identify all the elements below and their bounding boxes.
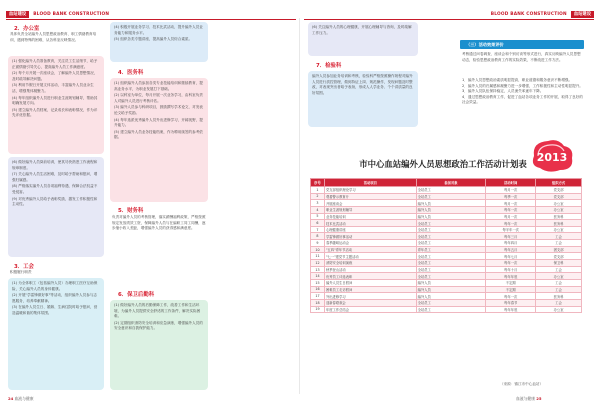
table-header-cell: 组织方式 xyxy=(536,179,582,187)
table-row xyxy=(311,299,582,306)
table-cell: 编外人员 xyxy=(416,279,486,286)
section-tag: 血站建设 xyxy=(6,11,29,18)
activity-plan-table xyxy=(310,178,582,313)
table-cell: 工会 xyxy=(536,240,582,247)
section-heading: 2．办公室 xyxy=(14,26,40,32)
info-box xyxy=(110,78,208,202)
table-cell: 开展座谈会 xyxy=(324,200,416,207)
table-cell: 团支部 xyxy=(536,246,582,253)
section-heading: 5．财务科 xyxy=(118,208,144,214)
table-row xyxy=(311,279,582,286)
section-intro: 具体负责全站编外人员思想政治教育、职工情绪教育培训，遇到特殊的困难，从各科室反映情况。 xyxy=(10,32,97,42)
table-cell: 每年十月 xyxy=(486,266,536,273)
box-paragraph: (2) 定期组织消防安全培训和应急演练，增强编外人员的安全意识和自我保护能力。 xyxy=(114,320,203,331)
page-spine xyxy=(299,18,300,394)
section-english: BLOOD BANK CONSTRUCTION xyxy=(33,11,110,17)
table-cell: 工会 xyxy=(536,266,582,273)
section-heading: 6．保卫后勤科 xyxy=(118,292,155,298)
table-row xyxy=(311,293,582,300)
table-cell: 党支部组织理论学习 xyxy=(324,187,416,194)
year-logo-icon xyxy=(528,136,576,176)
list-item: 1．编外人员思想政治素质明显提高，职业道德和服务意识不断增强。 xyxy=(462,78,573,82)
evaluation-list xyxy=(462,78,584,106)
table-cell: 编外人员 xyxy=(416,286,486,293)
table-cell: 编外人员 xyxy=(416,206,486,213)
table-row xyxy=(311,260,582,267)
section-heading: 3．工会 xyxy=(14,264,34,270)
box-paragraph: (1) 组织编外人员参加各类专业技能培训和继续教育，提高业务水平，为职业发展打下基础。 xyxy=(114,81,203,91)
table-cell: 青年员工 xyxy=(416,246,486,253)
box-paragraph: (3) 在编外人员生日、婚嫁、生病住院时给予慰问，营造温暖和谐的集体氛围。 xyxy=(12,305,98,315)
box-paragraph: (6) 关注编外人员的心理健康，开展心理辅导与咨询，及时疏解工作压力。 xyxy=(312,25,412,35)
box-paragraph: 编外人员参加业务培训和考核，检验科严格按照操作规程对编外人员进行质控管理，做到持证上岗、规范操作，发现问题及时整改，对表现突出者给予表扬，形成人人学业务、个个讲质量的良好氛围。 xyxy=(312,74,413,95)
table-title: 市中心血站编外人员思想政治工作活动计划表 xyxy=(359,159,527,169)
box-paragraph: (9) 对优秀编外人员给予表彰奖励，激发工作积极性和主动性。 xyxy=(12,196,98,207)
table-cell: 每季一次 xyxy=(486,193,536,200)
table-cell: 春季趣味运动会 xyxy=(324,240,416,247)
header-rule xyxy=(6,19,296,20)
table-cell: 消防安全培训演练 xyxy=(324,260,416,267)
table-cell: 17 xyxy=(311,293,325,300)
table-cell: 全站员工 xyxy=(416,299,486,306)
table-cell: 5 xyxy=(311,213,325,220)
table-cell: 保卫科 xyxy=(536,260,582,267)
table-cell: 4 xyxy=(311,206,325,213)
table-row xyxy=(311,226,582,233)
table-row xyxy=(311,306,582,313)
table-cell: 每年一次 xyxy=(486,220,536,227)
table-row xyxy=(311,253,582,260)
box-paragraph: (6) 做好编外人员岗前培训，使其尽快熟悉工作流程和规章制度。 xyxy=(12,160,98,170)
table-cell: 每年一次 xyxy=(486,206,536,213)
table-cell: 医务科 xyxy=(536,213,582,220)
evaluation-intro: 考核通过问卷调查、座谈会和个别访谈等形式进行，真实反映编外人员思想动态，检验思想政治教育工作的实际效果，不断改进工作方法。 xyxy=(462,52,581,62)
table-cell: 党支部 xyxy=(536,253,582,260)
table-cell: 8 xyxy=(311,233,325,240)
section-heading: 7．检验科 xyxy=(316,63,342,69)
section-english: BLOOD BANK CONSTRUCTION xyxy=(490,11,567,17)
list-item: 3．编外人员队伍保持稳定，人员流失率逐年下降。 xyxy=(462,89,544,94)
table-row xyxy=(311,286,582,293)
table-cell: 全站员工 xyxy=(416,233,486,240)
left-page-header xyxy=(6,10,296,18)
table-cell: 每月一次 xyxy=(486,200,536,207)
box-paragraph: (1) 做好编外人员的后勤保障工作，改善工作和生活环境，为编外人员提供安全舒适的工作条件，解决实际困难。 xyxy=(114,303,201,319)
table-cell: 全站员工 xyxy=(416,253,486,260)
table-cell: 办公室 xyxy=(536,206,582,213)
table-cell: 办公室 xyxy=(536,273,582,280)
table-cell: 每年三月 xyxy=(486,233,536,240)
table-cell: 编外人员 xyxy=(416,293,486,300)
table-cell: 不定期 xyxy=(486,279,536,286)
box-paragraph: (4) 每年选派优秀编外人员外出进修学习，开阔视野，提升能力。 xyxy=(114,117,203,128)
table-cell: 全站员工 xyxy=(416,226,486,233)
right-footer xyxy=(516,396,542,402)
table-cell: 13 xyxy=(311,266,325,273)
box-paragraph: (3) 利用节假日开展文体活动，丰富编外人员业余生活，增强集体凝聚力。 xyxy=(12,83,94,93)
header-rule xyxy=(304,19,594,20)
table-row xyxy=(311,246,582,253)
section-intro: 积极履行职责 xyxy=(10,270,32,274)
table-cell: 编外人员生日慰问 xyxy=(324,279,416,286)
table-cell: 办公室 xyxy=(536,226,582,233)
evaluation-banner: （三）活动效果评价 xyxy=(460,40,584,49)
info-box xyxy=(110,22,208,62)
table-cell: 业务技能培训 xyxy=(324,213,416,220)
table-cell: 18 xyxy=(311,299,325,306)
box-paragraph: (1) 强化编外人员准备教育，关注员工生活细节，给予正面情绪引导关心，提高编外人员工作满意度。 xyxy=(12,59,98,69)
table-cell: 全站员工 xyxy=(416,193,486,200)
table-cell: 外出进修学习 xyxy=(324,293,416,300)
table-cell: 每年一次 xyxy=(486,293,536,300)
info-box xyxy=(8,56,104,154)
table-row xyxy=(311,220,582,227)
table-row xyxy=(311,213,582,220)
box-paragraph: (8) 严格落实编外人员各项福利待遇，保障合法权益不受侵害。 xyxy=(12,184,98,194)
table-cell: 医务科 xyxy=(536,293,582,300)
table-cell: 医务科 xyxy=(536,220,582,227)
table-cell: 心理健康讲座 xyxy=(324,226,416,233)
table-body xyxy=(311,187,582,313)
box-paragraph: (2) 以科室为单位，每月开展一次业务学习，由科室负责人对编外人员进行考核评估。 xyxy=(114,93,203,103)
box-paragraph: (4) 每年组织编外人员进行职业生涯规划辅导，帮助其明确发展方向。 xyxy=(12,95,98,106)
table-cell: 3 xyxy=(311,200,325,207)
table-cell: 工会 xyxy=(536,286,582,293)
table-cell: 2 xyxy=(311,193,325,200)
box-paragraph: (4) 积极开展业务学习、技术比武活动，提升编外人员业务能力和服务水平。 xyxy=(114,25,203,35)
right-page-header xyxy=(304,10,594,18)
logo-year: 2013 xyxy=(536,151,568,164)
table-cell: 观看警示教育片 xyxy=(324,193,416,200)
table-cell: 迎新春联欢会 xyxy=(324,299,416,306)
table-cell: 技术比武活动 xyxy=(324,220,416,227)
table-cell: 全站员工 xyxy=(416,187,486,194)
table-cell: 10 xyxy=(311,246,325,253)
table-header-cell: 序号 xyxy=(311,179,325,187)
table-source: （来源：镇江市中心血站） xyxy=(500,382,544,386)
table-cell: 工会 xyxy=(536,233,582,240)
table-header-row xyxy=(311,179,582,187)
table-cell: 秋季登山活动 xyxy=(324,266,416,273)
table-cell: 19 xyxy=(311,306,325,313)
table-cell: 全站员工 xyxy=(416,220,486,227)
table-cell: 14 xyxy=(311,273,325,280)
table-cell: 12 xyxy=(311,260,325,267)
page-number: 25 xyxy=(536,396,542,401)
box-paragraph: (5) 组织各类专题讲座，提高编外人员综合素质。 xyxy=(114,37,193,42)
box-paragraph: (2) 开展"学雷锋做好事"等活动，组织编外人员参与志愿服务，培养奉献精神。 xyxy=(12,293,98,303)
list-item: 2．编外人员的归属感和凝聚力进一步增强，工作积极性和主动性明显提升。 xyxy=(462,83,583,88)
info-box xyxy=(308,22,418,56)
table-cell: 办公室 xyxy=(536,200,582,207)
info-box xyxy=(308,71,418,127)
left-footer xyxy=(8,396,34,402)
table-row xyxy=(311,266,582,273)
box-paragraph: (2) 每个月开展一次座谈会，了解编外人员思想情况，及时疏导解决问题。 xyxy=(12,71,98,81)
box-paragraph: (1) 为全体职工（包括编外人员）办理职工医疗互助保险，关心编外人员的身体健康。 xyxy=(12,281,98,291)
table-cell: 编外人员 xyxy=(416,213,486,220)
table-cell: 每年年底 xyxy=(486,306,536,313)
table-cell: 工会 xyxy=(536,279,582,286)
magazine-title: 血液与健康 xyxy=(14,396,34,401)
box-paragraph: (5) 建立编外人员档案，记录成长和表彰情况，作为评先评优依据。 xyxy=(12,107,98,118)
info-box xyxy=(8,278,104,390)
info-box xyxy=(110,300,208,390)
table-cell: 工会 xyxy=(536,299,582,306)
table-cell: 职业生涯规划辅导 xyxy=(324,206,416,213)
table-header-cell: 参加对象 xyxy=(416,179,486,187)
table-cell: 每年春节 xyxy=(486,299,536,306)
table-row xyxy=(311,200,582,207)
table-cell: 全站员工 xyxy=(416,306,486,313)
table-cell: 党支部 xyxy=(536,187,582,194)
table-cell: 每年年底 xyxy=(486,273,536,280)
table-cell: 年度工作总结会 xyxy=(324,306,416,313)
box-paragraph: (3) 编外人员参与科研项目，鼓励撰写学术论文，对发表论文给予奖励。 xyxy=(114,105,203,115)
table-cell: 每月一次 xyxy=(486,187,536,194)
table-cell: 党支部 xyxy=(536,193,582,200)
magazine-title: 血液与健康 xyxy=(516,396,535,401)
table-cell: 全站员工 xyxy=(416,266,486,273)
table-header-cell: 活动时间 xyxy=(486,179,536,187)
table-row xyxy=(311,273,582,280)
table-cell: 全站员工 xyxy=(416,260,486,267)
table-row xyxy=(311,187,582,194)
table-cell: 每月一次 xyxy=(486,213,536,220)
table-row xyxy=(311,193,582,200)
table-cell: 7 xyxy=(311,226,325,233)
box-paragraph: (7) 关心编外人员生活困难，及时给予帮助和慰问，增强归属感。 xyxy=(12,172,98,182)
table-cell: "七一"建党节主题活动 xyxy=(324,253,416,260)
table-cell: 全站员工 xyxy=(416,240,486,247)
table-cell: 编外人员 xyxy=(416,200,486,207)
table-cell: 6 xyxy=(311,220,325,227)
table-cell: 每半年一次 xyxy=(486,226,536,233)
table-cell: 不定期 xyxy=(486,286,536,293)
table-cell: 每年一次 xyxy=(486,260,536,267)
table-cell: 9 xyxy=(311,240,325,247)
table-row xyxy=(311,206,582,213)
table-cell: 困难员工走访慰问 xyxy=(324,286,416,293)
table-cell: "五四"青年节活动 xyxy=(324,246,416,253)
table-row xyxy=(311,240,582,247)
table-cell: 1 xyxy=(311,187,325,194)
section-heading: 4．医务科 xyxy=(118,70,144,76)
table-cell: 全站员工 xyxy=(416,273,486,280)
section-tag: 血站建设 xyxy=(571,11,594,18)
page-number: 24 xyxy=(8,396,14,401)
table-cell: 每年四月 xyxy=(486,240,536,247)
table-cell: 办公室 xyxy=(536,306,582,313)
table-row xyxy=(311,233,582,240)
list-item: 4．通过思想政治教育工作，促进了血站各项业务工作的开展，取得了良好的社会效益。 xyxy=(462,94,583,105)
box-paragraph: (5) 建立编外人员业务技能档案，作为聘用续签的参考依据。 xyxy=(114,129,203,140)
table-header-cell: 活动项目 xyxy=(324,179,416,187)
section-body: 负责对编外人员的考核管理，落实薪酬福利政策，严格按照规定发放绩效工资，保障编外人员与在编职工同工同酬，逐步缩小收入差距，增强编外人员的获得感和满意度。 xyxy=(112,215,206,231)
table-cell: 16 xyxy=(311,286,325,293)
table-cell: 优秀员工评选表彰 xyxy=(324,273,416,280)
table-cell: 11 xyxy=(311,253,325,260)
table-cell: 15 xyxy=(311,279,325,286)
table-cell: 学雷锋做好事活动 xyxy=(324,233,416,240)
table-cell: 每年五月 xyxy=(486,246,536,253)
table-cell: 每年七月 xyxy=(486,253,536,260)
info-box xyxy=(8,157,104,257)
